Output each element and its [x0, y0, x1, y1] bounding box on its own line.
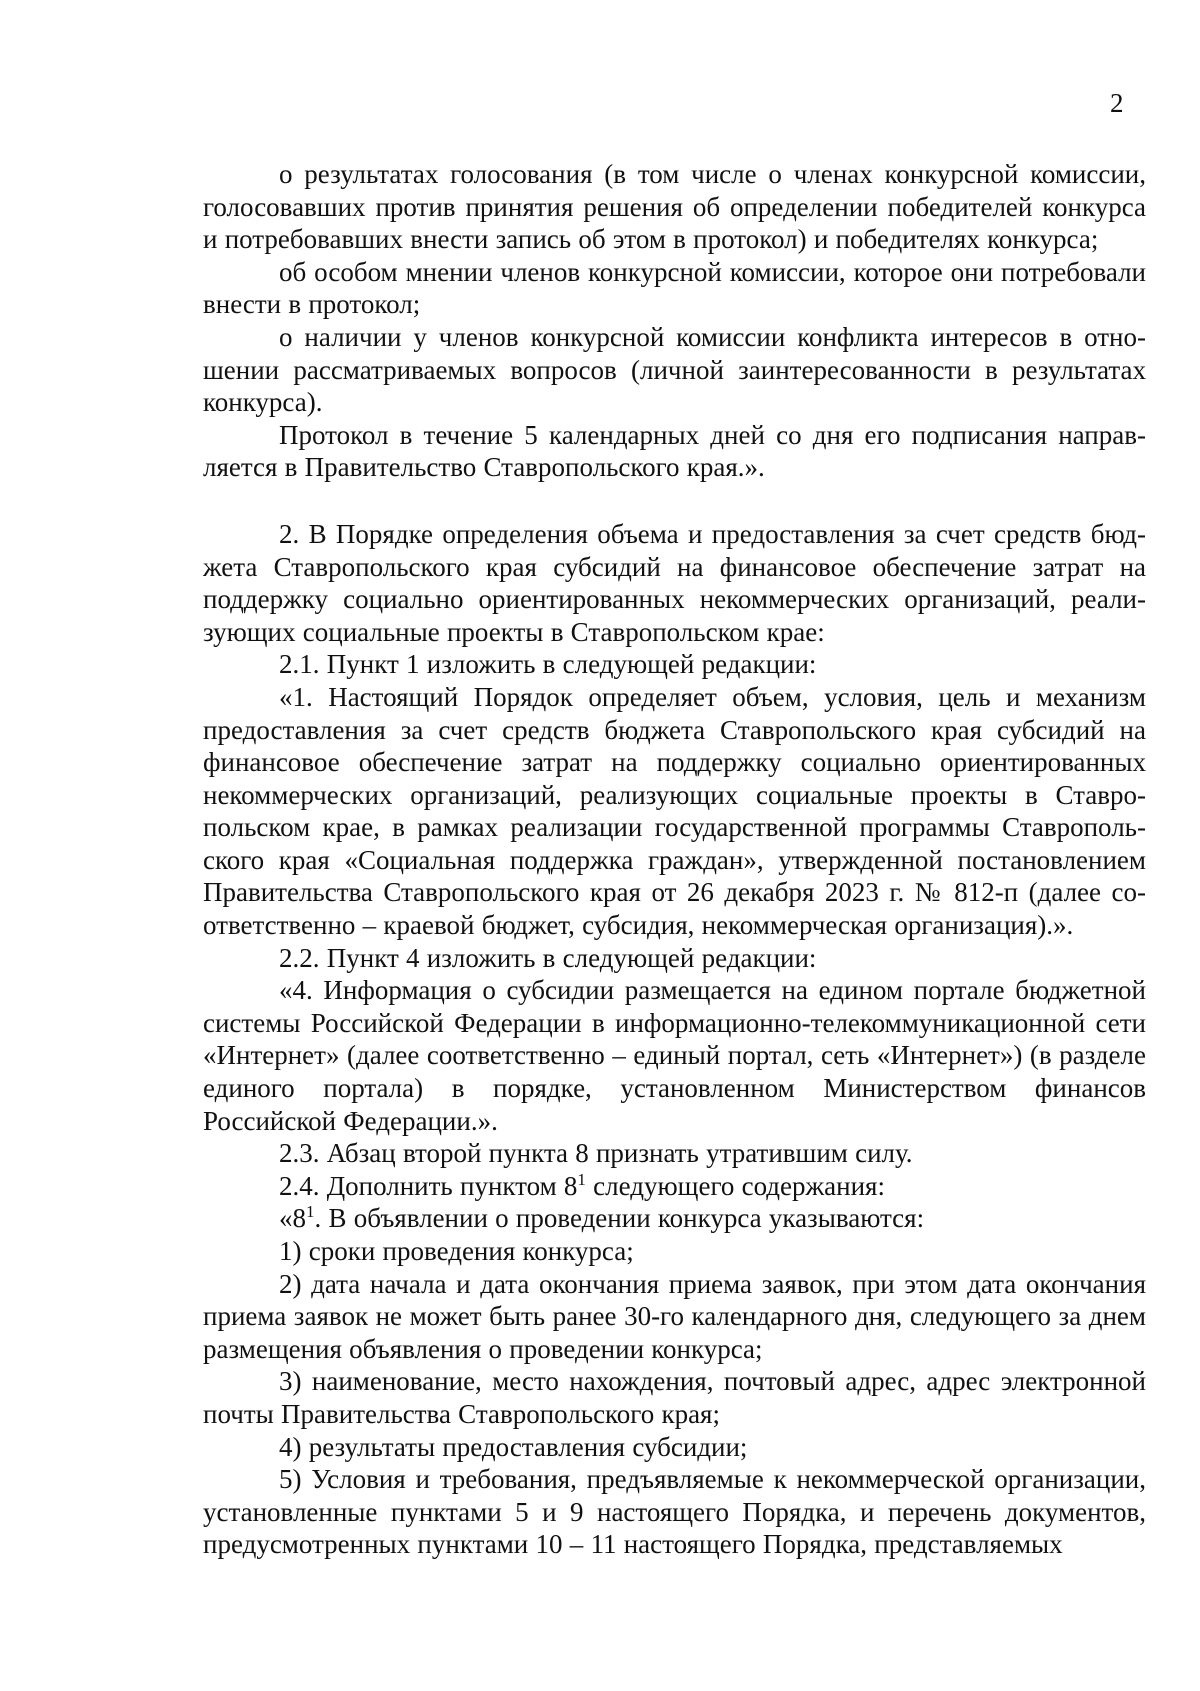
- paragraph-special-opinion: об особом мнении членов конкурсной комиссии, которое они потребовали внести в протокол;: [203, 256, 1146, 320]
- paragraph-item-2: 2. В Порядке определения объема и предоставления за счет средств бюджета Ставропольского края субсидий на финансовое обеспечение затрат на поддержку социально ориентированных некоммерческих организаций, реализующих социальные проекты в Ставропольском крае:: [203, 518, 1146, 647]
- superscript: 1: [306, 1202, 315, 1222]
- document-body: [203, 158, 1146, 1561]
- paragraph-voting-results: о результатах голосования (в том числе о членах конкурсной комиссии, голосовавших против принятия решения об определении победителей конкурса и потребовавших внести запись об этом в протокол) и победителях конкурса;: [203, 159, 1146, 255]
- paragraph-point-4-text: «4. Информация о субсидии размещается на едином портале бюджетной системы Российской Федерации в информационно-телекоммуникационной сети «Интернет» (далее соответственно – единый портал, сеть «Интернет») (в разделе единого портала) в порядке, установленном Министерством финансов Российской Федерации.».: [203, 975, 1146, 1136]
- list-item-1: 1) сроки проведения конкурса;: [279, 1236, 634, 1266]
- list-item-3: 3) наименование, место нахождения, почтовый адрес, адрес электронной почты Правительства Ставропольского края;: [203, 1366, 1146, 1429]
- paragraph-point-8-1-tail: . В объявлении о проведении конкурса указываются:: [314, 1203, 925, 1234]
- paragraph-item-2-4: [203, 1170, 1146, 1203]
- paragraph-item-2-1: 2.1. Пункт 1 изложить в следующей редакции:: [279, 649, 817, 680]
- paragraph-item-2-3: 2.3. Абзац второй пункта 8 признать утратившим силу.: [279, 1138, 913, 1169]
- paragraph-conflict-of-interest: о наличии у членов конкурсной комиссии конфликта интересов в отношении рассматриваемых вопросов (личной заинтересованности в результатах конкурса).: [203, 321, 1146, 418]
- list-item-4: 4) результаты предоставления субсидии;: [279, 1431, 748, 1462]
- superscript: 1: [577, 1169, 586, 1189]
- list-item-5: 5) Условия и требования, предъявляемые к некоммерческой организации, установленные пунктами 5 и 9 настоящего Порядка, и перечень документов, предусмотренных пунктами 10 – 11 настоящего Порядка, представляемых: [203, 1464, 1146, 1560]
- page-number: 2: [1110, 88, 1124, 118]
- list-item-2: 2) дата начала и дата окончания приема заявок, при этом дата окончания приема заявок не может быть ранее 30-го календарного дня, следующего за днем размещения объявления о проведении конкурса;: [203, 1268, 1146, 1364]
- paragraph-point-1-text: «1. Настоящий Порядок определяет объем, условия, цель и механизм предоставления за счет средств бюджета Ставропольского края субсидий на финансовое обеспечение затрат на поддержку социально ориентированных некоммерческих организаций, реализующих социальные проекты в Ставропольском крае, в рамках реализации государственной программы Ставропольского края «Социальная поддержка граждан», утвержденной постановлением Правительства Ставропольского края от 26 декабря 2023 г. № 812-п (далее соответственно – краевой бюджет, субсидия, некоммерческая организация).».: [203, 681, 1146, 941]
- paragraph-item-2-4-tail: следующего содержания:: [585, 1170, 885, 1201]
- paragraph-protocol-sending: Протокол в течение 5 календарных дней со дня его подписания направляется в Правительство Ставропольского края.».: [203, 419, 1146, 483]
- paragraph-point-8-1-prefix: «8: [279, 1203, 306, 1234]
- paragraph-item-2-2: 2.2. Пункт 4 изложить в следующей редакции:: [279, 942, 817, 973]
- paragraph-item-2-4-text: 2.4. Дополнить пунктом 8: [279, 1170, 578, 1201]
- paragraph-point-8-1-intro: [203, 1202, 1146, 1235]
